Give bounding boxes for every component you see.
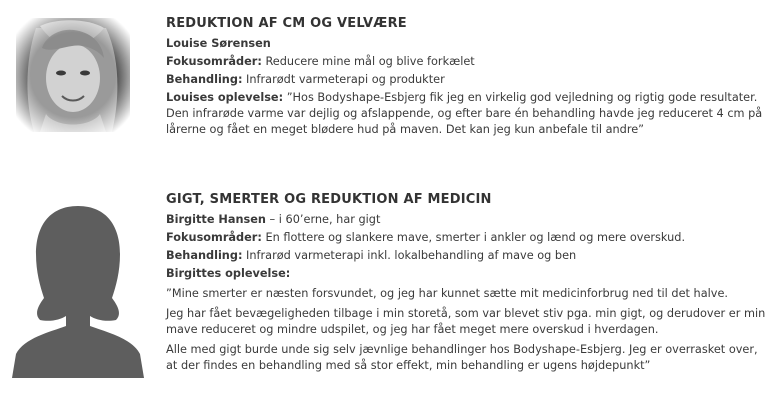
- experience-line-3: mave reduceret og mindre udspilet, og jeg har fået meget mere overskud i hverdagen.: [166, 323, 659, 336]
- treatment-value: Infrarød varmeterapi inkl. lokalbehandling af mave og ben: [242, 249, 577, 262]
- person-name-suffix: – i 60’erne, har gigt: [265, 213, 381, 226]
- person-silhouette-icon: [10, 202, 146, 380]
- testimonial-title: REDUKTION AF CM OG VELVÆRE: [166, 16, 407, 31]
- experience-text: ”Hos Bodyshape-Esbjerg fik jeg en virkelig god vejledning og rigtig gode resultater.: [283, 91, 758, 104]
- focus-value: Reducere mine mål og blive forkælet: [261, 55, 475, 68]
- focus-row: [166, 230, 766, 246]
- treatment-row: [166, 248, 766, 264]
- treatment-row: [166, 72, 766, 88]
- person-name: [166, 36, 766, 52]
- testimonial-text: [166, 192, 766, 374]
- treatment-label: Behandling:: [166, 249, 243, 262]
- person-name-text: Louise Sørensen: [166, 37, 271, 50]
- person-name: [166, 212, 766, 228]
- experience-line-4: Alle med gigt burde unde sig selv jævnlige behandlinger hos Bodyshape-Esbjerg. Jeg er overrasket over,: [166, 343, 758, 356]
- experience-line-1: [166, 90, 766, 106]
- experience-line-2: Den infrarøde varme var dejlig og afslappende, og efter bare én behandling havde jeg reduceret 4 cm på: [166, 107, 763, 120]
- experience-line-5: at der findes en behandling med så stor effekt, min behandling er ugens højdepunkt”: [166, 359, 651, 372]
- testimonial-1: [0, 0, 782, 170]
- person-name-text: Birgitte Hansen: [166, 213, 266, 226]
- focus-value: En flottere og slankere mave, smerter i ankler og lænd og mere overskud.: [261, 231, 686, 244]
- treatment-value: Infrarødt varmeterapi og produkter: [242, 73, 445, 86]
- experience-label: Birgittes oplevelse:: [166, 267, 291, 280]
- experience-label: Louises oplevelse:: [166, 91, 284, 104]
- experience-line-2: Jeg har fået bevægeligheden tilbage i min storetå, som var blevet stiv pga. min gigt, og derudover er min: [166, 307, 766, 320]
- focus-row: [166, 54, 766, 70]
- focus-label: Fokusområder:: [166, 231, 262, 244]
- testimonial-title: GIGT, SMERTER OG REDUKTION AF MEDICIN: [166, 192, 492, 207]
- treatment-label: Behandling:: [166, 73, 243, 86]
- focus-label: Fokusområder:: [166, 55, 262, 68]
- experience-label-row: [166, 266, 766, 282]
- portrait-photo: [16, 18, 130, 132]
- testimonial-text: [166, 16, 766, 138]
- experience-line-3: lårerne og fået en meget blødere hud på maven. Det kan jeg kun anbefale til andre”: [166, 123, 645, 136]
- experience-line-1: ”Mine smerter er næsten forsvundet, og jeg har kunnet sætte mit medicinforbrug ned til det halve.: [166, 287, 728, 300]
